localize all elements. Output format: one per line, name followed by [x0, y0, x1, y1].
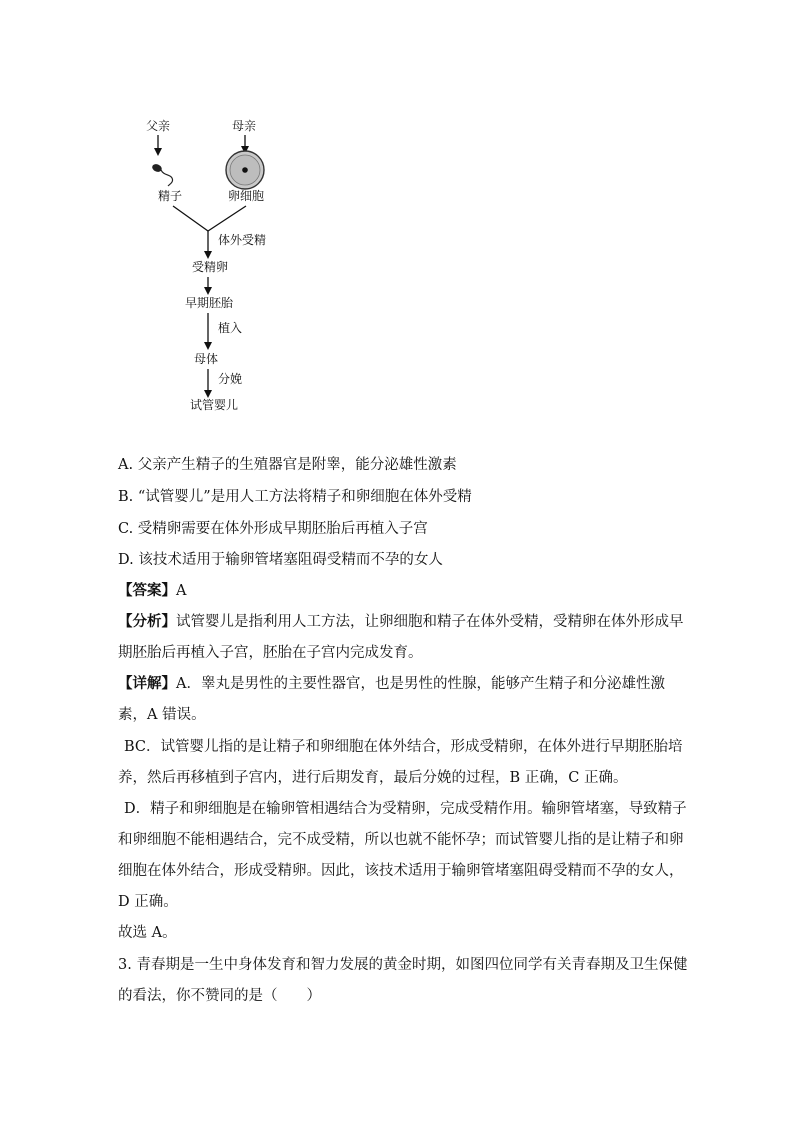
- option-d: D. 该技术适用于输卵管堵塞阻碍受精而不孕的女人: [118, 552, 443, 568]
- conclusion: 故选 A。: [118, 925, 177, 941]
- analysis-line-2: 期胚胎后再植入子宫，胚胎在子宫内完成发育。: [118, 645, 423, 661]
- ivf-flow-diagram: [0, 0, 794, 430]
- implant-label: 植入: [218, 321, 243, 335]
- merge-lines: [173, 206, 246, 231]
- sperm-icon: [151, 163, 173, 186]
- answer-value: A: [176, 583, 187, 599]
- answer-line: [118, 581, 678, 601]
- analysis-label: 【分析】: [118, 613, 176, 630]
- option-c: C. 受精卵需要在体外形成早期胚胎后再植入子宫: [118, 521, 428, 537]
- detail-line-1: [118, 674, 678, 694]
- question3-line-1: 3. 青春期是一生中身体发育和智力发展的黄金时期，如图四位同学有关青春期及卫生保健: [118, 957, 688, 973]
- detail-line-2: 素，A 错误。: [118, 707, 206, 723]
- detail-d-4: D 正确。: [118, 894, 178, 910]
- father-label: 父亲: [146, 119, 171, 133]
- analysis-line-1: [118, 612, 684, 632]
- detail-text-1: A．睾丸是男性的主要性器官，也是男性的性腺，能够产生精子和分泌雄性激: [176, 676, 665, 692]
- detail-d-2: 和卵细胞不能相遇结合，完不成受精，所以也就不能怀孕；而试管婴儿指的是让精子和卵: [118, 832, 684, 848]
- detail-bc-2: 养，然后再移植到子宫内，进行后期发育，最后分娩的过程，B 正确，C 正确。: [118, 770, 628, 786]
- egg-label: 卵细胞: [228, 189, 265, 203]
- option-a: A. 父亲产生精子的生殖器官是附睾，能分泌雄性激素: [118, 457, 457, 473]
- detail-bc-1: BC．试管婴儿指的是让精子和卵细胞在体外结合，形成受精卵，在体外进行早期胚胎培: [124, 739, 683, 755]
- baby-label: 试管婴儿: [190, 398, 239, 412]
- ivf-label: 体外受精: [218, 233, 267, 247]
- sperm-label: 精子: [158, 189, 183, 203]
- option-b: B. “试管婴儿”是用人工方法将精子和卵细胞在体外受精: [118, 489, 472, 505]
- mother-body-label: 母体: [194, 352, 219, 366]
- egg-cell-icon: [226, 151, 264, 189]
- mother-label: 母亲: [232, 119, 257, 133]
- analysis-text-1: 试管婴儿是指利用人工方法，让卵细胞和精子在体外受精，受精卵在体外形成早: [176, 614, 684, 630]
- delivery-label: 分娩: [218, 372, 243, 386]
- question3-line-2: 的看法，你不赞同的是（ ）: [118, 988, 321, 1004]
- detail-d-1: D．精子和卵细胞是在输卵管相遇结合为受精卵，完成受精作用。输卵管堵塞，导致精子: [124, 801, 687, 817]
- fertilized-egg-label: 受精卵: [192, 260, 229, 274]
- detail-label: 【详解】: [118, 675, 176, 692]
- answer-label: 【答案】: [118, 582, 176, 599]
- early-embryo-label: 早期胚胎: [185, 296, 234, 310]
- detail-d-3: 细胞在体外结合，形成受精卵。因此，该技术适用于输卵管堵塞阻碍受精而不孕的女人，: [118, 863, 684, 879]
